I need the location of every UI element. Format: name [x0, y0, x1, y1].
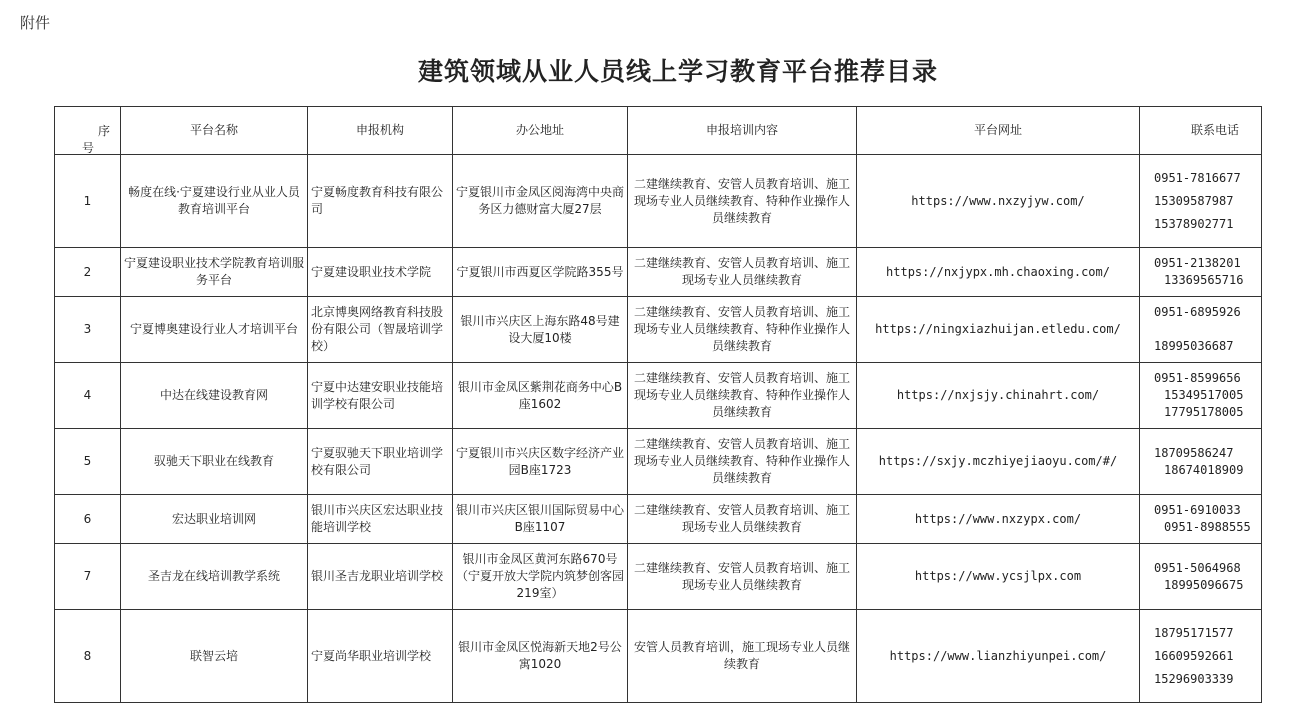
- header-content: 申报培训内容: [628, 107, 857, 155]
- table-row: [55, 495, 1262, 544]
- phone-number: 15378902771: [1154, 216, 1234, 231]
- phone-number: 16609592661: [1154, 648, 1234, 663]
- table-row: [55, 544, 1262, 610]
- row-phones: [1140, 429, 1262, 495]
- phone-number: 17795178005: [1164, 405, 1244, 419]
- phone-number: 0951-6910033: [1154, 503, 1241, 517]
- table-header-row: [55, 107, 1262, 155]
- row-seq: 8: [55, 610, 121, 703]
- row-org: 宁夏建设职业技术学院: [308, 248, 453, 297]
- phone-number: 0951-5064968: [1154, 560, 1241, 575]
- row-platform-name: 宁夏建设职业技术学院教育培训服务平台: [121, 248, 308, 297]
- table-row: [55, 610, 1262, 703]
- row-org: 宁夏尚华职业培训学校: [308, 610, 453, 703]
- row-platform-name: 畅度在线·宁夏建设行业从业人员教育培训平台: [121, 155, 308, 248]
- header-org: 申报机构: [308, 107, 453, 155]
- row-content: 安管人员教育培训，施工现场专业人员继续教育: [628, 610, 857, 703]
- header-address: 办公地址: [453, 107, 628, 155]
- table-row: [55, 297, 1262, 363]
- row-org: 宁夏中达建安职业技能培训学校有限公司: [308, 363, 453, 429]
- row-phones: [1140, 495, 1262, 544]
- phone-number: 18795171577: [1154, 625, 1234, 640]
- table-row: [55, 155, 1262, 248]
- phone-number: 13369565716: [1164, 273, 1244, 287]
- row-org: 北京博奥网络教育科技股份有限公司（智晟培训学校）: [308, 297, 453, 363]
- phone-number: 15296903339: [1154, 671, 1234, 686]
- row-seq: 4: [55, 363, 121, 429]
- row-content: 二建继续教育、安管人员教育培训、施工现场专业人员继续教育、特种作业操作人员继续教育: [628, 429, 857, 495]
- table-row: [55, 363, 1262, 429]
- row-phones: [1140, 610, 1262, 703]
- row-seq: 3: [55, 297, 121, 363]
- row-seq: 6: [55, 495, 121, 544]
- row-phones: [1140, 544, 1262, 610]
- row-seq: 1: [55, 155, 121, 248]
- row-seq: 2: [55, 248, 121, 297]
- phone-number: 18995036687: [1154, 339, 1234, 353]
- phone-number: 15309587987: [1154, 193, 1234, 208]
- row-org: 宁夏畅度教育科技有限公司: [308, 155, 453, 248]
- row-seq: 5: [55, 429, 121, 495]
- page-title: 建筑领域从业人员线上学习教育平台推荐目录: [417, 57, 938, 86]
- header-name: 平台名称: [121, 107, 308, 155]
- row-address: 银川市金凤区紫荆花商务中心B座1602: [453, 363, 628, 429]
- row-org: 银川市兴庆区宏达职业技能培训学校: [308, 495, 453, 544]
- row-url[interactable]: https://www.ycsjlpx.com: [857, 544, 1140, 610]
- row-address: 银川市金凤区黄河东路670号（宁夏开放大学院内筑梦创客园219室）: [453, 544, 628, 610]
- header-phone: 联系电话: [1140, 107, 1262, 155]
- table-row: [55, 248, 1262, 297]
- header-url: 平台网址: [857, 107, 1140, 155]
- row-platform-name: 宏达职业培训网: [121, 495, 308, 544]
- row-content: 二建继续教育、安管人员教育培训、施工现场专业人员继续教育、特种作业操作人员继续教育: [628, 155, 857, 248]
- row-seq: 7: [55, 544, 121, 610]
- row-url[interactable]: https://www.nxzyjyw.com/: [857, 155, 1140, 248]
- row-platform-name: 中达在线建设教育网: [121, 363, 308, 429]
- phone-number: 0951-7816677: [1154, 170, 1241, 185]
- row-org: 宁夏驭驰天下职业培训学校有限公司: [308, 429, 453, 495]
- header-seq: [55, 107, 121, 155]
- row-content: 二建继续教育、安管人员教育培训、施工现场专业人员继续教育: [628, 544, 857, 610]
- row-url[interactable]: https://nxjsjy.chinahrt.com/: [857, 363, 1140, 429]
- row-phones: [1140, 155, 1262, 248]
- header-seq-part2: 号: [82, 141, 95, 155]
- row-content: 二建继续教育、安管人员教育培训、施工现场专业人员继续教育: [628, 495, 857, 544]
- row-platform-name: 联智云培: [121, 610, 308, 703]
- phone-number: 0951-6895926: [1154, 305, 1241, 319]
- row-url[interactable]: https://www.lianzhiyunpei.com/: [857, 610, 1140, 703]
- phone-number: 18709586247: [1154, 445, 1234, 460]
- row-address: 宁夏银川市西夏区学院路355号: [453, 248, 628, 297]
- row-phones: [1140, 248, 1262, 297]
- row-org: 银川圣吉龙职业培训学校: [308, 544, 453, 610]
- phone-number: 0951-8599656: [1154, 371, 1241, 385]
- row-address: 宁夏银川市兴庆区数字经济产业园B座1723: [453, 429, 628, 495]
- row-address: 银川市兴庆区银川国际贸易中心B座1107: [453, 495, 628, 544]
- row-address: 宁夏银川市金凤区阅海湾中央商务区力德财富大厦27层: [453, 155, 628, 248]
- attachment-label: 附件: [20, 14, 51, 32]
- row-content: 二建继续教育、安管人员教育培训、施工现场专业人员继续教育: [628, 248, 857, 297]
- phone-number: 0951-8988555: [1164, 520, 1251, 534]
- row-content: 二建继续教育、安管人员教育培训、施工现场专业人员继续教育、特种作业操作人员继续教育: [628, 363, 857, 429]
- row-content: 二建继续教育、安管人员教育培训、施工现场专业人员继续教育、特种作业操作人员继续教育: [628, 297, 857, 363]
- row-url[interactable]: https://ningxiazhuijan.etledu.com/: [857, 297, 1140, 363]
- phone-number: 15349517005: [1164, 388, 1244, 402]
- phone-number: 0951-2138201: [1154, 256, 1241, 270]
- header-seq-part1: 序: [97, 124, 110, 138]
- row-platform-name: 驭驰天下职业在线教育: [121, 429, 308, 495]
- row-url[interactable]: https://sxjy.mczhiyejiaoyu.com/#/: [857, 429, 1140, 495]
- row-address: 银川市兴庆区上海东路48号建设大厦10楼: [453, 297, 628, 363]
- row-url[interactable]: https://nxjypx.mh.chaoxing.com/: [857, 248, 1140, 297]
- row-platform-name: 宁夏博奥建设行业人才培训平台: [121, 297, 308, 363]
- phone-number: 18995096675: [1164, 577, 1244, 592]
- row-platform-name: 圣吉龙在线培训教学系统: [121, 544, 308, 610]
- row-phones: [1140, 363, 1262, 429]
- phone-number: 18674018909: [1164, 462, 1244, 477]
- row-phones: [1140, 297, 1262, 363]
- platform-table: [54, 106, 1262, 703]
- row-address: 银川市金凤区悦海新天地2号公寓1020: [453, 610, 628, 703]
- row-url[interactable]: https://www.nxzypx.com/: [857, 495, 1140, 544]
- table-row: [55, 429, 1262, 495]
